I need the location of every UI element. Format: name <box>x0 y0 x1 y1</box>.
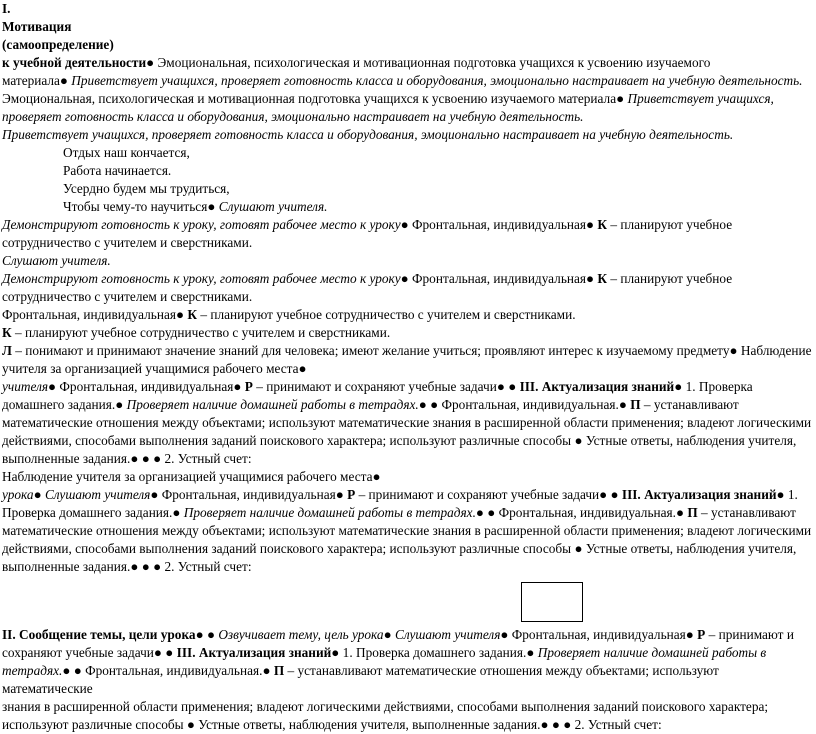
paragraph-l-b: учителя за организацией учащимися рабочего места● <box>2 361 307 376</box>
paragraph-ii-4: знания в расширенной области применения; владеют логическими действиями, способами выполнения заданий поискового характера; <box>2 699 769 714</box>
paragraph-2: материала● Приветствует учащихся, проверяет готовность класса и оборудования, эмоционально настраивает на учебную деятельность. <box>2 73 803 88</box>
stage-subtitle: (самоопределение) <box>2 37 114 52</box>
document-page <box>2 0 812 734</box>
paragraph-s-3: математические отношения между объектами; используют математические знания в расширенной области применения; владеют логическими <box>2 523 812 538</box>
paragraph-s-5: выполненные задания.● ● ● 2. Устный счет: <box>2 559 252 574</box>
poem-line-3: Усердно будем мы трудиться, <box>63 181 230 196</box>
paragraph-5: Приветствует учащихся, проверяет готовность класса и оборудования, эмоционально настраивает на учебную деятельность. <box>2 127 734 142</box>
paragraph-slush: Слушают учителя. <box>2 253 111 268</box>
paragraph-l: Л – понимают и принимают значение знаний для человека; имеют желание учиться; проявляют интерес к изучаемому предмету● Наблюдение <box>2 343 812 358</box>
paragraph-r-5: выполненные задания.● ● ● 2. Устный счет: <box>2 451 252 466</box>
empty-table-cell <box>521 582 583 622</box>
paragraph-r-1: учителя● Фронтальная, индивидуальная● Р – принимают и сохраняют учебные задачи● ● III. Актуализация знаний● 1. Проверка <box>2 379 753 394</box>
poem-line-2: Работа начинается. <box>63 163 172 178</box>
paragraph-s-4: действиями, способами выполнения заданий поискового характера; используют различные способы ● Устные ответы, наблюдения учителя, <box>2 541 797 556</box>
paragraph-ii-1: II. Сообщение темы, цели урока● ● Озвучивает тему, цель урока● Слушают учителя● Фронтальная, индивидуальная● Р – принимают и <box>2 627 794 642</box>
paragraph-demo-2b: сотрудничество с учителем и сверстниками. <box>2 289 253 304</box>
paragraph-r-3: математические отношения между объектами; используют математические знания в расширенной области применения; владеют логическими <box>2 415 812 430</box>
paragraph-demo-1: Демонстрируют готовность к уроку, готовят рабочее место к уроку● Фронтальная, индивидуальная● К – планируют учебное <box>2 217 733 232</box>
paragraph-k: К – планируют учебное сотрудничество с учителем и сверстниками. <box>2 325 391 340</box>
poem-line-4: Чтобы чему-то научиться● Слушают учителя. <box>63 199 328 214</box>
poem-line-1: Отдых наш кончается, <box>63 145 190 160</box>
paragraph-4: проверяет готовность класса и оборудования, эмоционально настраивает на учебную деятельность. <box>2 109 584 124</box>
paragraph-frontal-k: Фронтальная, индивидуальная● К – планируют учебное сотрудничество с учителем и сверстниками. <box>2 307 576 322</box>
paragraph-r-4: действиями, способами выполнения заданий поискового характера; используют различные способы ● Устные ответы, наблюдения учителя, <box>2 433 797 448</box>
paragraph-ii-2: сохраняют учебные задачи● ● III. Актуализация знаний● 1. Проверка домашнего задания.● Проверяет наличие домашней работы в <box>2 645 767 660</box>
paragraph-demo-1b: сотрудничество с учителем и сверстниками. <box>2 235 253 250</box>
paragraph-demo-2: Демонстрируют готовность к уроку, готовят рабочее место к уроку● Фронтальная, индивидуальная● К – планируют учебное <box>2 271 733 286</box>
paragraph-nabl: Наблюдение учителя за организацией учащимися рабочего места● <box>2 469 381 484</box>
stage-title: Мотивация <box>2 19 72 34</box>
paragraph-1: к учебной деятельности● Эмоциональная, психологическая и мотивационная подготовка учащихся к усвоению изучаемого <box>2 55 711 70</box>
paragraph-ii-5: используют различные способы ● Устные ответы, наблюдения учителя, выполненные задания.● ● ● 2. Устный счет: <box>2 717 662 732</box>
paragraph-s-1: урока● Слушают учителя● Фронтальная, индивидуальная● Р – принимают и сохраняют учебные задачи● ● III. Актуализация знаний● 1. <box>2 487 798 502</box>
paragraph-3: Эмоциональная, психологическая и мотивационная подготовка учащихся к усвоению изучаемого материала● Приветствует учащихся, <box>2 91 774 106</box>
stage-number: I. <box>2 1 11 16</box>
paragraph-ii-3: тетрадях.● ● Фронтальная, индивидуальная.● П – устанавливают математические отношения между объектами; используют математические <box>2 663 719 696</box>
paragraph-s-2: Проверка домашнего задания.● Проверяет наличие домашней работы в тетрадях.● ● Фронтальная, индивидуальная.● П – устанавливают <box>2 505 796 520</box>
paragraph-r-2: домашнего задания.● Проверяет наличие домашней работы в тетрадях.● ● Фронтальная, индивидуальная.● П – устанавливают <box>2 397 739 412</box>
